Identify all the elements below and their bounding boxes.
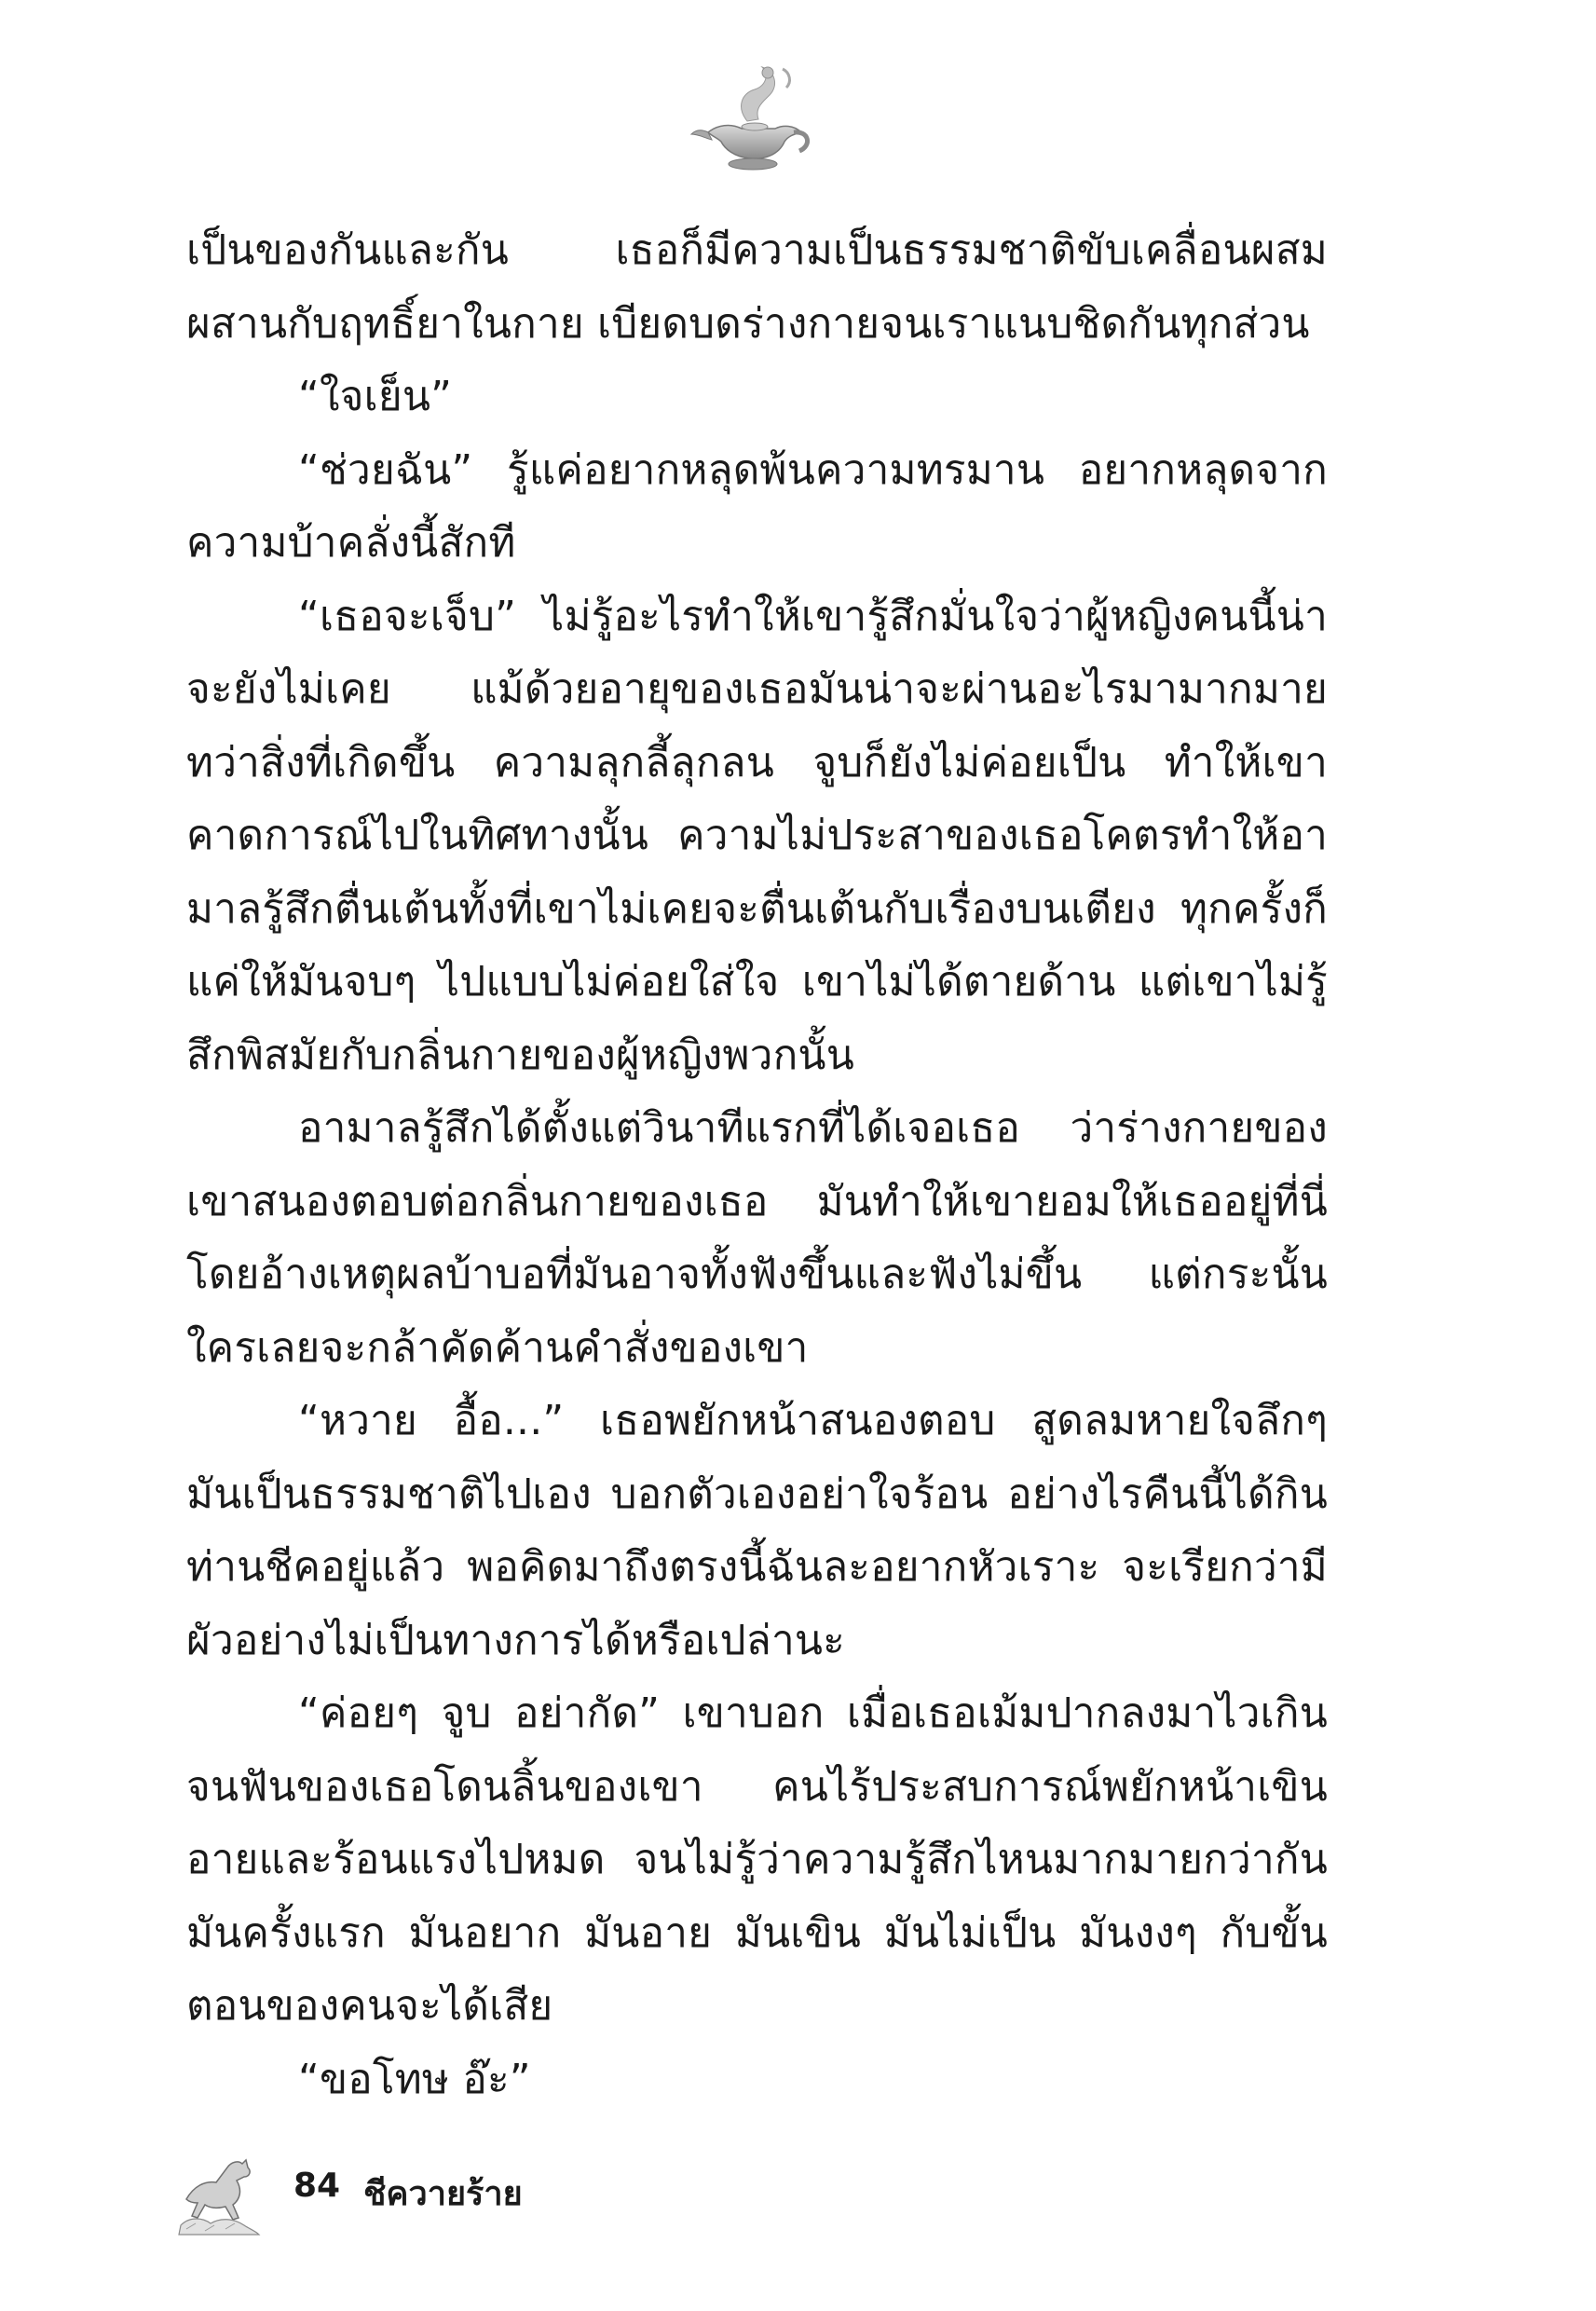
paragraph-1: เป็นของกันและกัน เธอก็มีความเป็นธรรมชาติขับเคลื่อนผสมผสานกับฤทธิ์ยาในกาย เบียดบดร่างกายจนเราแนบชิดกันทุกส่วน [186,226,1328,348]
paragraph-2: “ใจเย็น” [298,373,453,420]
paragraph-8: “ขอโทษ อ๊ะ” [298,2055,531,2103]
paragraph-6: “หวาย อื้อ...” เธอพยักหน้าสนองตอบ สูดลมหายใจลึกๆ มันเป็นธรรมชาติไปเอง บอกตัวเองอย่าใจร้อน อย่างไรคืนนี้ได้กินท่านชีคอยู่แล้ว พอคิดมาถึงตรงนี้ฉันละอยากหัวเราะ จะเรียกว่ามีผัวอย่างไม่เป็นทางการได้หรือเปล่านะ [186,1397,1328,1664]
page-footer [177,2143,829,2236]
page-number: 84 [293,2167,341,2205]
paragraph-3: “ช่วยฉัน” รู้แค่อยากหลุดพ้นความทรมาน อยากหลุดจากความบ้าคลั่งนี้สักที [186,445,1328,567]
horse-icon [177,2143,261,2236]
genie-lamp-icon [689,56,820,177]
paragraph-7: “ค่อยๆ จูบ อย่ากัด” เขาบอก เมื่อเธอเม้มปากลงมาไวเกินจนฟันของเธอโดนลิ้นของเขา คนไร้ประสบการณ์พยักหน้าเขินอายและร้อนแรงไปหมด จนไม่รู้ว่าความรู้สึกไหนมากมายกว่ากัน มันครั้งแรก มันอยาก มันอาย มันเขิน มันไม่เป็น มันงงๆ กับขั้นตอนของคนจะได้เสีย [186,1689,1328,2030]
page-body [186,214,1328,2116]
paragraph-5: อามาลรู้สึกได้ตั้งแต่วินาทีแรกที่ได้เจอเธอ ว่าร่างกายของเขาสนองตอบต่อกลิ่นกายของเธอ มันทำให้เขายอมให้เธออยู่ที่นี่โดยอ้างเหตุผลบ้าบอที่มันอาจทั้งฟังขึ้นและฟังไม่ขึ้น แต่กระนั้นใครเลยจะกล้าคัดค้านคำสั่งของเขา [186,1104,1328,1372]
paragraph-4: “เธอจะเจ็บ” ไม่รู้อะไรทำให้เขารู้สึกมั่นใจว่าผู้หญิงคนนี้น่าจะยังไม่เคย แม้ด้วยอายุของเธอมันน่าจะผ่านอะไรมามากมาย ทว่าสิ่งที่เกิดขึ้น ความลุกลี้ลุกลน จูบก็ยังไม่ค่อยเป็น ทำให้เขาคาดการณ์ไปในทิศทางนั้น ความไม่ประสาของเธอโคตรทำให้อามาลรู้สึกตื่นเต้นทั้งที่เขาไม่เคยจะตื่นเต้นกับเรื่องบนเตียง ทุกครั้งก็แค่ให้มันจบๆ ไปแบบไม่ค่อยใส่ใจ เขาไม่ได้ตายด้าน แต่เขาไม่รู้สึกพิสมัยกับกลิ่นกายของผู้หญิงพวกนั้น [186,592,1328,1079]
book-title: ชีควายร้าย [363,2175,523,2213]
